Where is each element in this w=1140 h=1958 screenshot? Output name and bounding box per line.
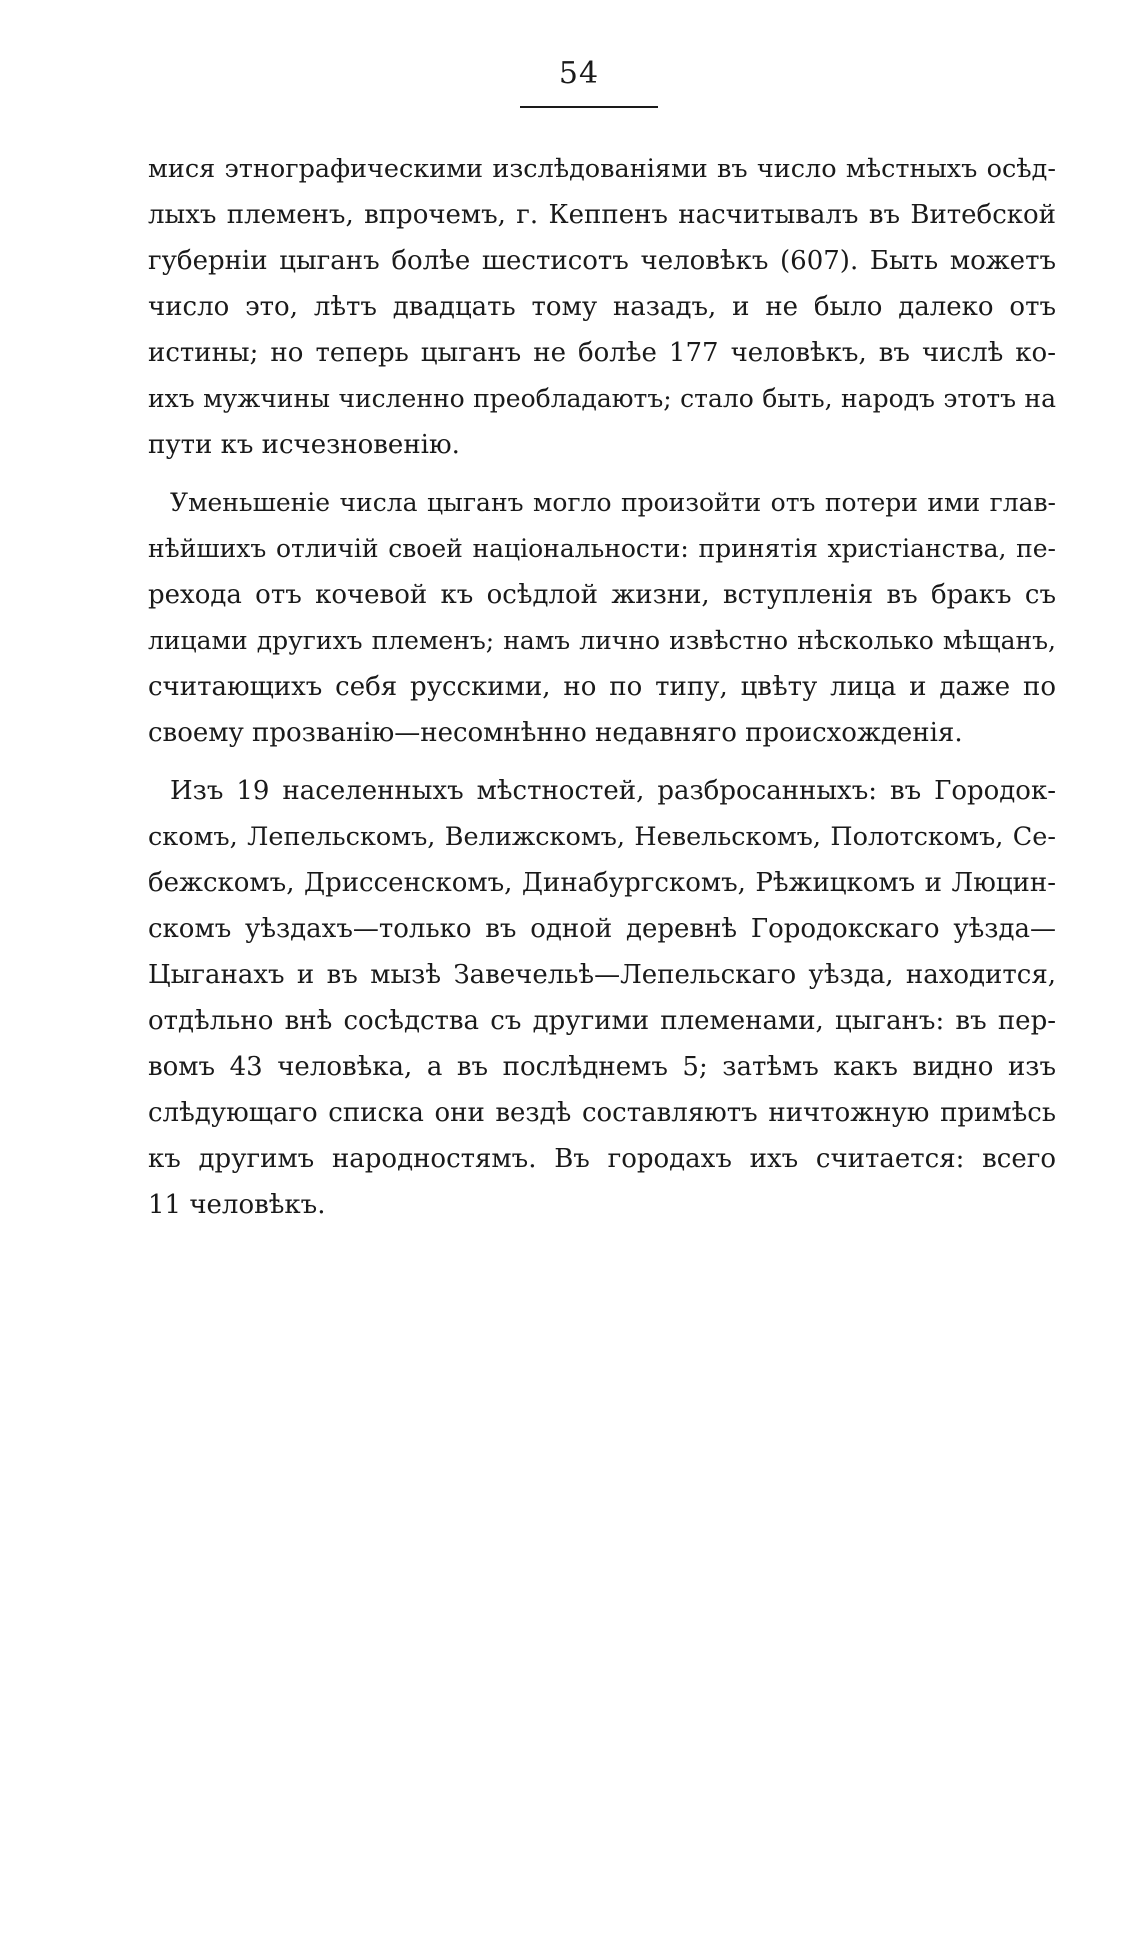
text-line: вомъ 43 человѣка, а въ послѣднемъ 5; затѣмъ какъ видно изъ bbox=[148, 1052, 1056, 1082]
text-line: число это, лѣтъ двадцать тому назадъ, и не было далеко отъ bbox=[148, 292, 1056, 322]
text-line: своему прозванію—несомнѣнно недавняго происхожденія. bbox=[148, 718, 963, 748]
text-line: Уменьшеніе числа цыганъ могло произойти отъ потери ими глав- bbox=[170, 488, 1056, 517]
paragraph bbox=[148, 146, 1056, 468]
text-line: отдѣльно внѣ сосѣдства съ другими племенами, цыганъ: въ пер- bbox=[148, 1006, 1056, 1036]
paragraph bbox=[148, 480, 1056, 756]
text-line: губерніи цыганъ болѣе шестисотъ человѣкъ (607). Быть можетъ bbox=[148, 246, 1056, 276]
text-line: скомъ, Лепельскомъ, Велижскомъ, Невельскомъ, Полотскомъ, Се- bbox=[148, 822, 1056, 852]
paragraph bbox=[148, 768, 1056, 1228]
text-line: считающихъ себя русскими, но по типу, цвѣту лица и даже по bbox=[148, 672, 1056, 702]
text-line: Изъ 19 населенныхъ мѣстностей, разбросанныхъ: въ Городок- bbox=[170, 776, 1056, 806]
text-line: ихъ мужчины численно преобладаютъ; стало быть, народъ этотъ на bbox=[148, 384, 1056, 413]
text-line: истины; но теперь цыганъ не болѣе 177 человѣкъ, въ числѣ ко- bbox=[148, 338, 1056, 368]
text-line: рехода отъ кочевой къ осѣдлой жизни, вступленія въ бракъ съ bbox=[148, 580, 1056, 610]
text-line: лицами другихъ племенъ; намъ лично извѣстно нѣсколько мѣщанъ, bbox=[148, 626, 1056, 655]
text-line: скомъ уѣздахъ—только въ одной деревнѣ Городокскаго уѣзда— bbox=[148, 914, 1056, 944]
page-number: 54 bbox=[558, 56, 600, 91]
text-line: слѣдующаго списка они вездѣ составляютъ ничтожную примѣсь bbox=[148, 1098, 1056, 1128]
text-line: мися этнографическими изслѣдованіями въ число мѣстныхъ осѣд- bbox=[148, 154, 1056, 184]
text-line: бежскомъ, Дриссенскомъ, Динабургскомъ, Рѣжицкомъ и Люцин- bbox=[148, 868, 1056, 898]
text-line: нѣйшихъ отличій своей національности: принятія христіанства, пе- bbox=[148, 534, 1056, 563]
text-line: къ другимъ народностямъ. Въ городахъ ихъ считается: всего bbox=[148, 1144, 1056, 1174]
text-line: 11 человѣкъ. bbox=[148, 1190, 326, 1220]
text-line: Цыганахъ и въ мызѣ Завечельѣ—Лепельскаго уѣзда, находится, bbox=[148, 960, 1056, 990]
header-rule bbox=[520, 106, 658, 108]
body-text bbox=[148, 146, 1056, 1228]
text-line: лыхъ племенъ, впрочемъ, г. Кеппенъ насчитывалъ въ Витебской bbox=[148, 200, 1056, 230]
text-line: пути къ исчезновенію. bbox=[148, 430, 460, 460]
